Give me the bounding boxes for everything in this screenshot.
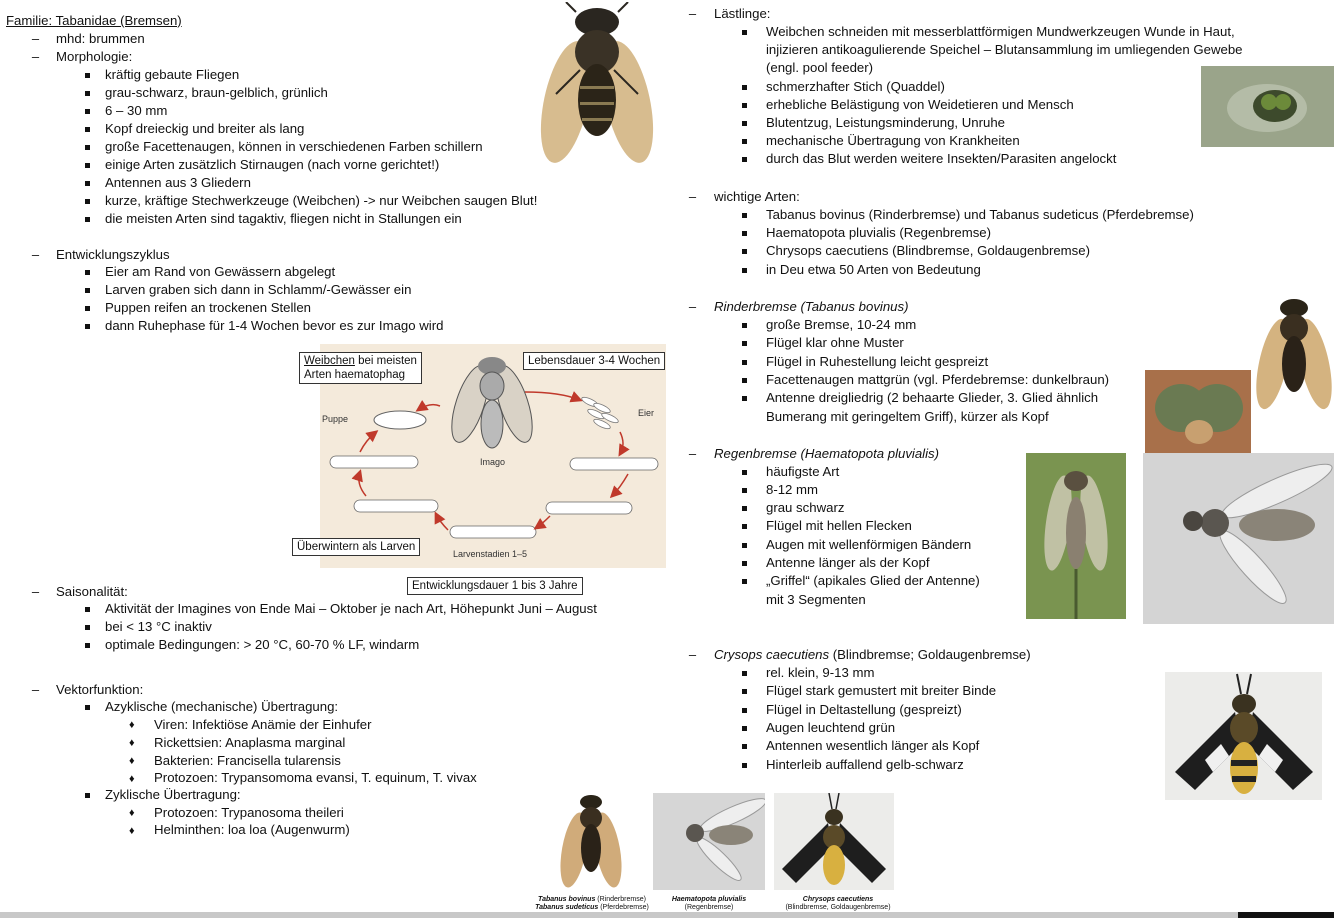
list-item: Flügel mit hellen Flecken (766, 518, 912, 533)
caption-chrysops (776, 896, 900, 912)
list-item: Tabanus bovinus (Rinderbremse) und Tabanus sudeticus (Pferdebremse) (766, 207, 1194, 222)
square-bullet (742, 726, 747, 731)
regen-title: Regenbremse (Haematopota pluvialis) (714, 446, 940, 461)
list-item: Protozoen: Trypanosoma theileri (154, 805, 344, 820)
laestlinge-title: Lästlinge: (714, 6, 771, 21)
square-bullet (85, 127, 90, 132)
box-weibchen-word: Weibchen (304, 355, 355, 367)
box-lebensdauer: Lebensdauer 3-4 Wochen (523, 352, 665, 370)
diamond-bullet: ♦ (129, 825, 135, 837)
square-bullet (742, 708, 747, 713)
square-bullet (85, 705, 90, 710)
list-item: in Deu etwa 50 Arten von Bedeutung (766, 262, 981, 277)
diamond-bullet: ♦ (129, 737, 135, 749)
crysops-title-rest: (Blindbremse; Goldaugenbremse) (829, 647, 1031, 662)
chrysops-photo-small (774, 793, 894, 890)
square-bullet (85, 73, 90, 78)
list-item: Flügel stark gemustert mit breiter Binde (766, 683, 997, 698)
list-item: optimale Bedingungen: > 20 °C, 60-70 % LF, windarm (105, 637, 420, 652)
caption-sudeticus-name: Tabanus sudeticus (535, 904, 599, 911)
regenbremse-photo-2 (1143, 453, 1334, 624)
square-bullet (742, 763, 747, 768)
dash-bullet: – (31, 31, 40, 46)
zyk-title: Zyklische Übertragung: (105, 787, 241, 802)
square-bullet (742, 341, 747, 346)
box-ueberwintern: Überwintern als Larven (292, 538, 420, 556)
square-bullet (742, 744, 747, 749)
list-item: Hinterleib auffallend gelb-schwarz (766, 757, 964, 772)
list-item: die meisten Arten sind tagaktiv, fliegen nicht in Stallungen ein (105, 211, 462, 226)
diamond-bullet: ♦ (129, 773, 135, 785)
square-bullet (85, 163, 90, 168)
list-item: Flügel in Ruhestellung leicht gespreizt (766, 354, 989, 369)
list-item: 8-12 mm (766, 482, 819, 497)
list-item: Chrysops caecutiens (Blindbremse, Goldaugenbremse) (766, 243, 1090, 258)
dash-bullet: – (688, 189, 697, 204)
square-bullet (85, 306, 90, 311)
list-item: Flügel klar ohne Muster (766, 335, 904, 350)
square-bullet (742, 213, 747, 218)
list-item: Augen leuchtend grün (766, 720, 896, 735)
list-item: Facettenaugen mattgrün (vgl. Pferdebremse: dunkelbraun) (766, 372, 1110, 387)
square-bullet (742, 488, 747, 493)
list-item: mechanische Übertragung von Krankheiten (766, 133, 1020, 148)
list-item: einige Arten zusätzlich Stirnaugen (nach vorne gerichtet!) (105, 157, 440, 172)
square-bullet (742, 579, 747, 584)
caption-haematopota-name: Haematopota pluvialis (671, 896, 747, 903)
horsefly-photo (536, 2, 658, 174)
square-bullet (742, 157, 747, 162)
square-bullet (742, 85, 747, 90)
list-item: große Bremse, 10-24 mm (766, 317, 917, 332)
list-item: kräftig gebaute Fliegen (105, 67, 240, 82)
square-bullet (742, 268, 747, 273)
box-entwicklungsdauer: Entwicklungsdauer 1 bis 3 Jahre (407, 577, 583, 595)
caption-tabanus-common: (Rinderbremse) (595, 896, 646, 903)
list-item: Antenne länger als der Kopf (766, 555, 930, 570)
diamond-bullet: ♦ (129, 807, 135, 819)
laestlinge-desc: Weibchen schneiden mit messerblattförmigen Mundwerkzeugen Wunde in Haut, injizieren antikoagulierende Speichel – Blutansammlung im umliegenden Gewebe (engl. pool feeder) (766, 24, 1243, 75)
label-puppe: Puppe (322, 414, 349, 424)
caption-haematopota (656, 896, 762, 912)
square-bullet (85, 324, 90, 329)
diamond-bullet: ♦ (129, 719, 135, 731)
list-item: Larven graben sich dann in Schlamm/-Gewässer ein (105, 282, 412, 297)
list-item: Antennen aus 3 Gliedern (105, 175, 251, 190)
square-bullet (85, 145, 90, 150)
tabanus-photo (560, 788, 622, 892)
list-item: Flügel in Deltastellung (gespreizt) (766, 702, 962, 717)
list-item: Haematopota pluvialis (Regenbremse) (766, 225, 992, 240)
rinderbremse-photo (1255, 292, 1333, 416)
list-item: bei < 13 °C inaktiv (105, 619, 212, 634)
list-item: grau-schwarz, braun-gelblich, grünlich (105, 85, 328, 100)
caption-chrysops-common: (Blindbremse, Goldaugenbremse) (785, 904, 891, 911)
crysops-title (714, 646, 1031, 664)
square-bullet (85, 181, 90, 186)
square-bullet (742, 378, 747, 383)
dash-bullet: – (31, 247, 40, 262)
season-title: Saisonalität: (56, 584, 128, 599)
arten-title: wichtige Arten: (714, 189, 800, 204)
square-bullet (85, 625, 90, 630)
square-bullet (85, 109, 90, 114)
dash-bullet: – (31, 49, 40, 64)
list-item: Aktivität der Imagines von Ende Mai – Oktober je nach Art, Höhepunkt Juni – August (105, 601, 597, 616)
list-item: Protozoen: Trypansomoma evansi, T. equinum, T. vivax (154, 770, 477, 785)
bottom-toolbar-strip (0, 912, 1334, 918)
square-bullet (742, 103, 747, 108)
crysops-title-italic: Crysops caecutiens (714, 647, 830, 662)
list-item: grau schwarz (766, 500, 845, 515)
square-bullet (742, 689, 747, 694)
list-item: durch das Blut werden weitere Insekten/Parasiten angelockt (766, 151, 1117, 166)
square-bullet (742, 139, 747, 144)
label-eier: Eier (638, 408, 655, 418)
square-bullet (85, 270, 90, 275)
list-item: große Facettenaugen, können in verschiedenen Farben schillern (105, 139, 483, 154)
list-item: Antenne dreigliedrig (2 behaarte Glieder, 3. Glied ähnlich (766, 390, 1099, 405)
rinder-title: Rinderbremse (Tabanus bovinus) (714, 299, 909, 314)
label-imago: Imago (480, 457, 506, 467)
list-item: Helminthen: loa loa (Augenwurm) (154, 822, 350, 837)
list-item: 6 – 30 mm (105, 103, 168, 118)
square-bullet (85, 91, 90, 96)
list-item: kurze, kräftige Stechwerkzeuge (Weibchen) -> nur Weibchen saugen Blut! (105, 193, 538, 208)
list-item-cont: mit 3 Segmenten (766, 592, 866, 607)
list-item: häufigste Art (766, 464, 840, 479)
dev-title: Entwicklungszyklus (56, 247, 170, 262)
caption-tabanus-name: Tabanus bovinus (538, 896, 596, 903)
square-bullet (742, 249, 747, 254)
square-bullet (85, 217, 90, 222)
list-item: erhebliche Belästigung von Weidetieren und Mensch (766, 97, 1074, 112)
list-item: Eier am Rand von Gewässern abgelegt (105, 264, 336, 279)
diamond-bullet: ♦ (129, 755, 135, 767)
rinderbremse-head-photo (1145, 370, 1251, 454)
mhd-text: mhd: brummen (56, 31, 145, 46)
caption-sudeticus-common: (Pferdebremse) (598, 904, 649, 911)
list-item-cont: Bumerang mit geringeltem Griff), kürzer als Kopf (766, 409, 1049, 424)
square-bullet (742, 524, 747, 529)
fly-on-skin-photo (1201, 66, 1334, 147)
list-item: dann Ruhephase für 1-4 Wochen bevor es zur Imago wird (105, 318, 444, 333)
family-title: Familie: Tabanidae (Bremsen) (6, 13, 182, 28)
caption-chrysops-name: Chrysops caecutiens (802, 896, 874, 903)
dash-bullet: – (31, 584, 40, 599)
regenbremse-photo-1 (1026, 453, 1126, 619)
square-bullet (85, 643, 90, 648)
morph-title: Morphologie: (56, 49, 133, 64)
list-item: Augen mit wellenförmigen Bändern (766, 537, 972, 552)
dash-bullet: – (688, 6, 697, 21)
bottom-toolbar-dark-end (1238, 912, 1334, 918)
caption-tabanus (530, 896, 654, 912)
box-weibchen-line2: Arten haematophag (304, 369, 406, 381)
vector-title: Vektorfunktion: (56, 682, 144, 697)
square-bullet (742, 543, 747, 548)
square-bullet (85, 288, 90, 293)
square-bullet (742, 561, 747, 566)
haematopota-photo (653, 793, 765, 890)
dash-bullet: – (688, 647, 697, 662)
dash-bullet: – (31, 682, 40, 697)
square-bullet (742, 323, 747, 328)
list-item: Kopf dreieckig und breiter als lang (105, 121, 305, 136)
list-item: schmerzhafter Stich (Quaddel) (766, 79, 945, 94)
box-weibchen-rest: bei meisten (354, 355, 417, 367)
square-bullet (742, 231, 747, 236)
square-bullet (85, 607, 90, 612)
dash-bullet: – (688, 299, 697, 314)
list-item: Blutentzug, Leistungsminderung, Unruhe (766, 115, 1005, 130)
square-bullet (742, 30, 747, 35)
list-item: Antennen wesentlich länger als Kopf (766, 738, 980, 753)
square-bullet (742, 506, 747, 511)
square-bullet (742, 396, 747, 401)
azyk-title: Azyklische (mechanische) Übertragung: (105, 699, 339, 714)
square-bullet (742, 360, 747, 365)
list-item: Bakterien: Francisella tularensis (154, 753, 341, 768)
box-weibchen (299, 352, 422, 384)
square-bullet (742, 470, 747, 475)
list-item: „Griffel“ (apikales Glied der Antenne) (766, 573, 980, 588)
crysops-photo (1165, 672, 1322, 800)
square-bullet (85, 793, 90, 798)
label-larvenstadien: Larvenstadien 1–5 (453, 549, 528, 559)
square-bullet (742, 121, 747, 126)
caption-haematopota-common: (Regenbremse) (684, 904, 734, 911)
dash-bullet: – (688, 446, 697, 461)
list-item: Rickettsien: Anaplasma marginal (154, 735, 346, 750)
square-bullet (85, 199, 90, 204)
list-item: Viren: Infektiöse Anämie der Einhufer (154, 717, 372, 732)
list-item: Puppen reifen an trockenen Stellen (105, 300, 312, 315)
list-item: rel. klein, 9-13 mm (766, 665, 875, 680)
square-bullet (742, 671, 747, 676)
